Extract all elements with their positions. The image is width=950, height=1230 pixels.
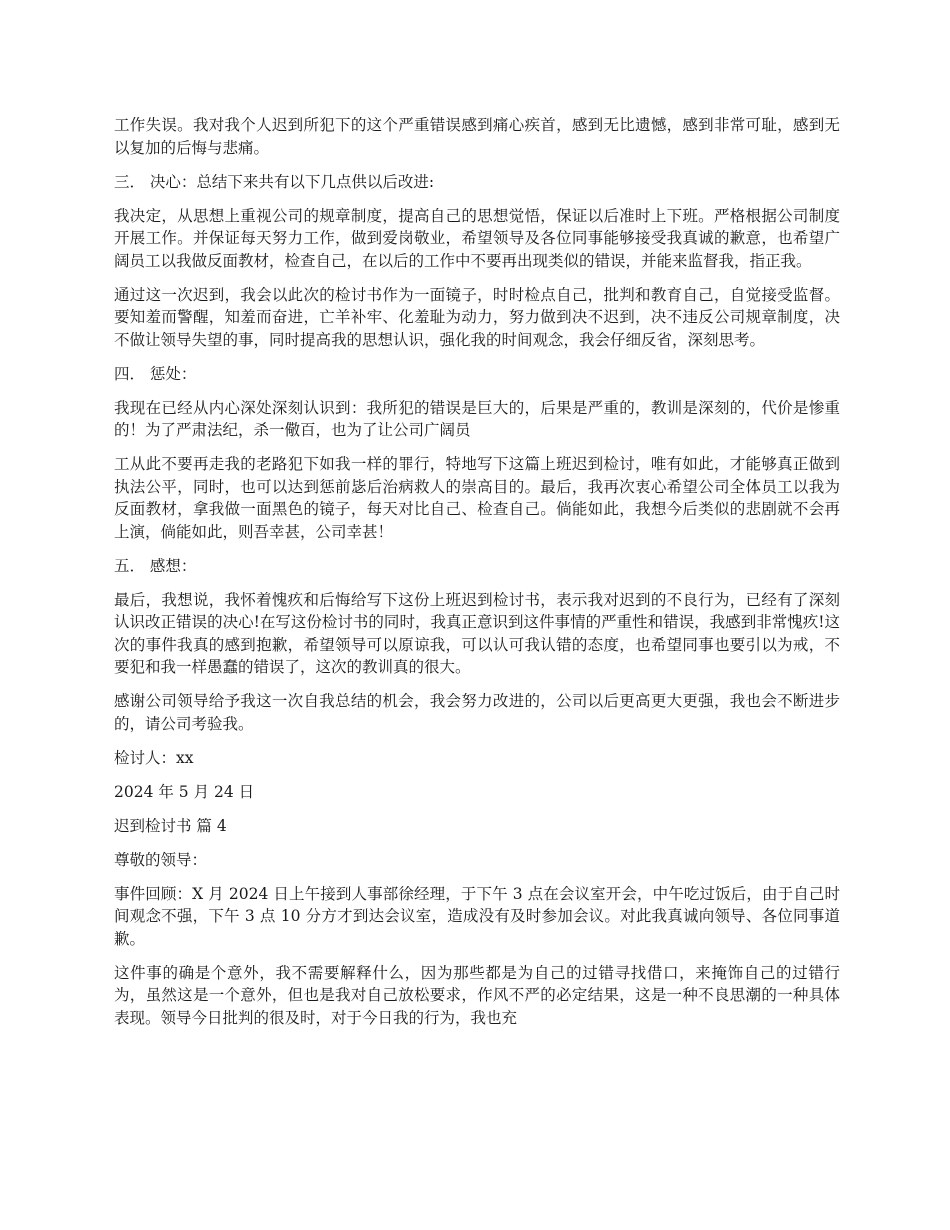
paragraph-work-mistake: 工作失误。我对我个人迟到所犯下的这个严重错误感到痛心疾首，感到无比遗憾，感到非常可耻，感到无以复加的后悔与悲痛。 [114, 116, 840, 157]
paragraph-accident: 这件事的确是个意外，我不需要解释什么，因为那些都是为自己的过错寻找借口，来掩饰自己的过错行为，虽然这是一个意外，但也是我对自己放松要求，作风不严的必定结果，这是一种不良思潮的一种具体表现。领导今日批判的很及时，对于今日我的行为，我也充 [114, 963, 840, 1027]
heading-punishment: 四． 惩处： [114, 364, 197, 383]
date-line: 2024 年 5 月 24 日 [114, 782, 255, 801]
section-title: 迟到检讨书 篇 4 [114, 816, 227, 835]
document-page [114, 114, 840, 1041]
paragraph-mirror: 通过这一次迟到，我会以此次的检讨书作为一面镜子，时时检点自己，批判和教育自己，自觉接受监督。要知羞而警醒，知羞而奋进，亡羊补牢、化羞耻为动力，努力做到决不迟到，决不违反公司规章制度，决不做让领导失望的事，同时提高我的思想认识，强化我的时间观念，我会仔细反省，深刻思考。 [114, 285, 840, 349]
signature-line: 检讨人：xx [114, 748, 194, 767]
salutation: 尊敬的领导： [114, 850, 208, 869]
paragraph-thanks: 感谢公司领导给予我这一次自我总结的机会，我会努力改进的，公司以后更高更大更强，我也会不断进步的，请公司考验我。 [114, 692, 840, 733]
paragraph-lesson: 工从此不要再走我的老路犯下如我一样的罪行，特地写下这篇上班迟到检讨，唯有如此，才能够真正做到执法公平，同时，也可以达到惩前毖后治病救人的崇高目的。最后，我再次衷心希望公司全体员工以我为反面教材，拿我做一面黑色的镜子，每天对比自己、检查自己。倘能如此，我想今后类似的悲剧就不会再上演，倘能如此，则吾幸甚，公司幸甚！ [114, 455, 840, 541]
paragraph-decision: 我决定，从思想上重视公司的规章制度，提高自己的思想觉悟，保证以后准时上下班。严格根据公司制度开展工作。并保证每天努力工作，做到爱岗敬业，希望领导及各位同事能够接受我真诚的歉意，也希望广阔员工以我做反面教材，检查自己，在以后的工作中不要再出现类似的错误，并能来监督我，指正我。 [114, 206, 840, 270]
heading-resolution: 三． 决心：总结下来共有以下几点供以后改进: [114, 172, 435, 191]
paragraph-final-words: 最后，我想说，我怀着愧疚和后悔给写下这份上班迟到检讨书，表示我对迟到的不良行为，已经有了深刻认识改正错误的决心!在写这份检讨书的同时，我真正意识到这件事情的严重性和错误，我感到非常愧疚!这次的事件我真的感到抱歉，希望领导可以原谅我，可以认可我认错的态度，也希望同事也要引以为戒，不要犯和我一样愚蠢的错误了，这次的教训真的很大。 [114, 590, 840, 676]
heading-reflection: 五． 感想： [114, 556, 197, 575]
paragraph-recognition: 我现在已经从内心深处深刻认识到：我所犯的错误是巨大的，后果是严重的，教训是深刻的，代价是惨重的！为了严肃法纪，杀一儆百，也为了让公司广阔员 [114, 398, 840, 439]
paragraph-incident-review: 事件回顾：X 月 2024 日上午接到人事部徐经理，于下午 3 点在会议室开会，中午吃过饭后，由于自己时间观念不强，下午 3 点 10 分方才到达会议室，造成没有及时参加会议。对此我真诚向领导、各位同事道歉。 [114, 884, 840, 948]
